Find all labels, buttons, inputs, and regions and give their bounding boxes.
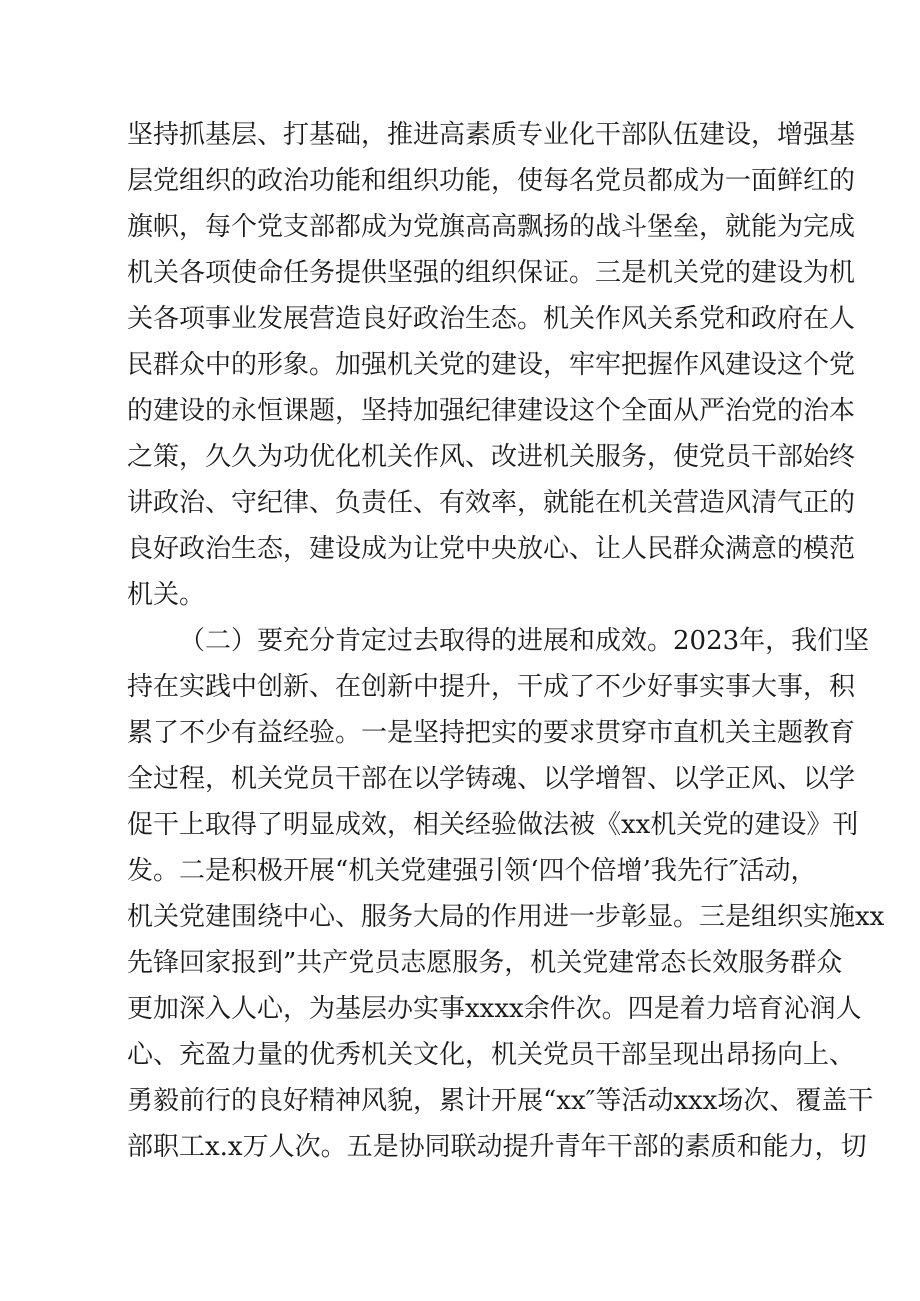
text-line: 机关各项使命任务提供坚强的组织保证。三是机关党的建设为机 xyxy=(127,258,856,288)
text-line: 层党组织的政治功能和组织功能，使每名党员都成为一面鲜红的 xyxy=(127,166,856,196)
text-line: 民群众中的形象。加强机关党的建设，牢牢把握作风建设这个党 xyxy=(127,350,856,380)
text-line: 部职工x.x万人次。五是协同联动提升青年干部的素质和能力，切 xyxy=(127,1132,867,1162)
text-line: 讲政治、守纪律、负责任、有效率，就能在机关营造风清气正的 xyxy=(127,488,856,518)
text-line: 累了不少有益经验。一是坚持把实的要求贯穿市直机关主题教育 xyxy=(127,718,856,748)
text-line: 勇毅前行的良好精神风貌，累计开展“xx″等活动xxx场次、覆盖干 xyxy=(127,1086,874,1116)
text-line: 机关党建围绕中心、服务大局的作用进一步彰显。三是组织实施xx xyxy=(127,902,885,932)
text-line: 心、充盈力量的优秀机关文化，机关党员干部呈现出昂扬向上、 xyxy=(127,1040,856,1070)
section-heading-line: （二）要充分肯定过去取得的进展和成效。2023年，我们坚 xyxy=(179,626,870,656)
text-line: 关各项事业发展营造良好政治生态。机关作风关系党和政府在人 xyxy=(127,304,856,334)
body-text xyxy=(127,112,885,1170)
text-line: 先锋回家报到”共产党员志愿服务，机关党建常态长效服务群众 xyxy=(127,948,843,978)
text-line: 促干上取得了明显成效，相关经验做法被《xx机关党的建设》刊 xyxy=(127,810,859,840)
text-line: 良好政治生态，建设成为让党中央放心、让人民群众满意的模范 xyxy=(127,534,856,564)
text-line: 机关。 xyxy=(127,580,206,610)
text-line: 的建设的永恒课题，坚持加强纪律建设这个全面从严治党的治本 xyxy=(127,396,856,426)
text-line: 更加深入人心，为基层办实事xxxx余件次。四是着力培育沁润人 xyxy=(127,994,862,1024)
text-line: 发。二是积极开展“机关党建强引领‘四个倍增’我先行″活动， xyxy=(127,856,817,886)
text-line: 旗帜，每个党支部都成为党旗高高飘扬的战斗堡垒，就能为完成 xyxy=(127,212,856,242)
text-line: 坚持抓基层、打基础，推进高素质专业化干部队伍建设，增强基 xyxy=(127,120,856,150)
text-line: 之策，久久为功优化机关作风、改进机关服务，使党员干部始终 xyxy=(127,442,856,472)
text-line: 持在实践中创新、在创新中提升，干成了不少好事实事大事，积 xyxy=(127,672,856,702)
text-line: 全过程，机关党员干部在以学铸魂、以学增智、以学正风、以学 xyxy=(127,764,856,794)
